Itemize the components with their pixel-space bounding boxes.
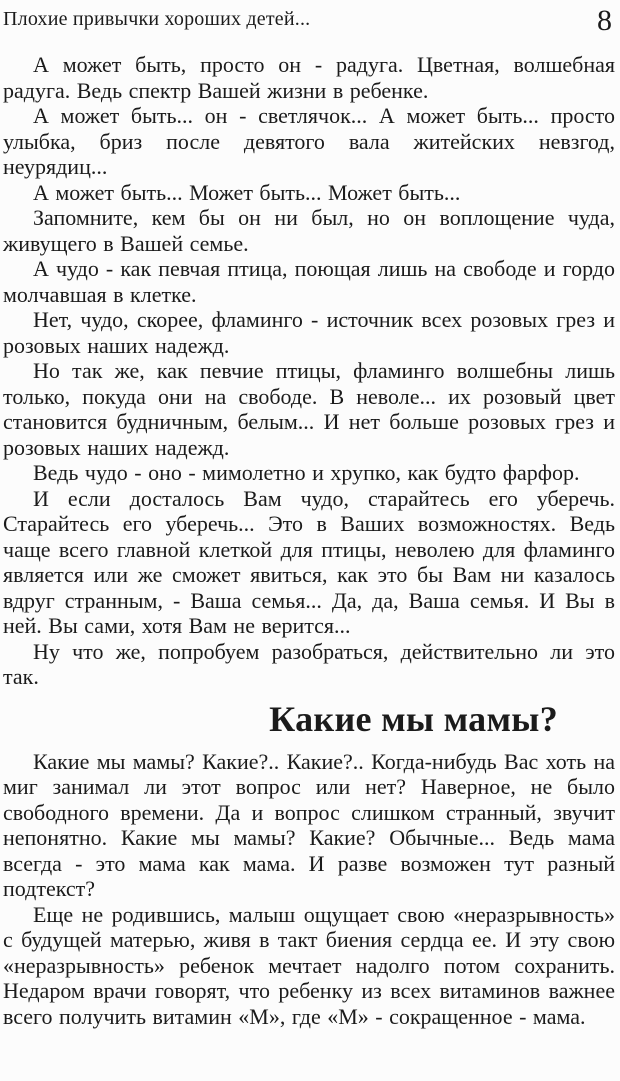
paragraph: И если досталось Вам чудо, старайтесь его уберечь. Старайтесь его уберечь... Это в Ваших возможностях. Ведь чаще всего главной клеткой для птицы, неволею для фламинго является или же сможет явиться, как это бы Вам ни казалось вдруг странным, - Ваша семья... Да, да, Ваша семья. И Вы в ней. Вы сами, хотя Вам не верится...	[3, 485, 615, 638]
paragraph: Какие мы мамы? Какие?.. Какие?.. Когда-нибудь Вас хоть на миг занимал ли этот вопрос или нет? Наверное, не было свободного времени. Да и вопрос слишком странный, звучит непонятно. Какие мы мамы? Какие? Обычные... Ведь мама всегда - это мама как мама. И разве возможен тут разный подтекст?	[3, 748, 615, 901]
paragraph: Запомните, кем бы он ни был, но он воплощение чуда, живущего в Вашей семье.	[3, 205, 615, 256]
page-header	[3, 6, 615, 36]
paragraph: Ведь чудо - оно - мимолетно и хрупко, как будто фарфор.	[33, 460, 580, 485]
page-number: 8	[597, 4, 612, 37]
paragraph: Но так же, как певчие птицы, фламинго волшебны лишь только, покуда они на свободе. В неволе... их розовый цвет становится будничным, белым... И нет больше розовых грез и розовых наших надежд.	[3, 358, 615, 460]
section-heading: Какие мы мамы?	[269, 698, 558, 739]
paragraph: Ну что же, попробуем разобраться, действительно ли это так.	[3, 638, 615, 689]
page-body	[3, 52, 615, 1029]
running-title: Плохие привычки хороших детей...	[3, 8, 311, 30]
paragraph: А чудо - как певчая птица, поющая лишь на свободе и гордо молчавшая в клетке.	[3, 256, 615, 307]
paragraph: А может быть... он - светлячок... А может быть... просто улыбка, бриз после девятого вала житейских невзгод, неурядиц...	[3, 103, 615, 179]
paragraph: А может быть... Может быть... Может быть...	[33, 179, 461, 205]
paragraph: А может быть, просто он - радуга. Цветная, волшебная радуга. Ведь спектр Вашей жизни в ребенке.	[3, 52, 615, 103]
paragraph: Еще не родившись, малыш ощущает свою «неразрывность» с будущей матерью, живя в такт биения сердца ее. И эту свою «неразрывность» ребенок мечтает надолго потом сохранить. Недаром врачи говорят, что ребенку из всех витаминов важнее всего получить витамин «М», где «М» - сокращенное - мама.	[3, 901, 615, 1029]
paragraph: Нет, чудо, скорее, фламинго - источник всех розовых грез и розовых наших надежд.	[3, 307, 615, 358]
